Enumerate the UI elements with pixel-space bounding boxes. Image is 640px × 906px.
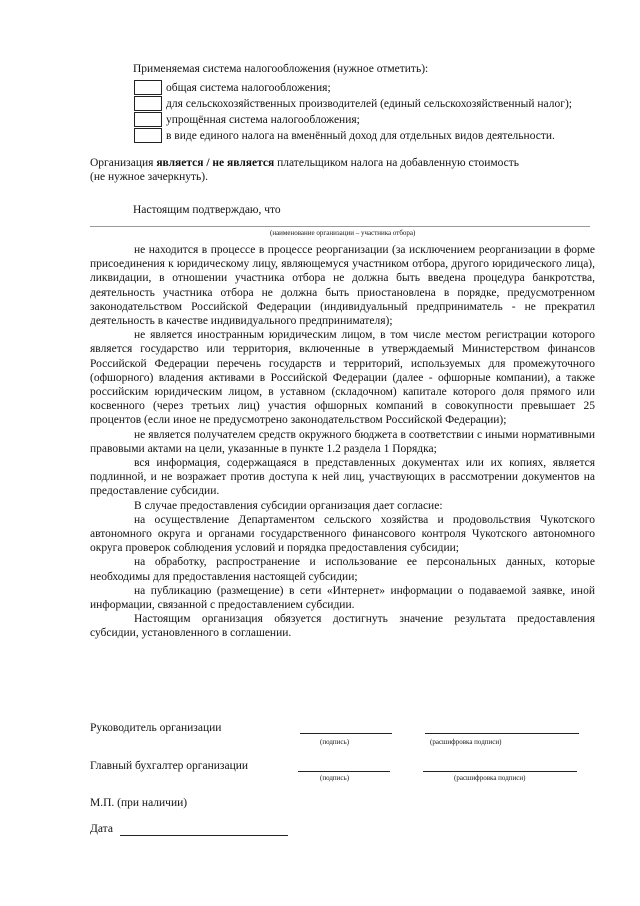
- tax-option-label: в виде единого налога на вменённый доход для отдельных видов деятельности.: [166, 130, 555, 142]
- organization-name-caption: (наименование организации – участника отбора): [270, 229, 416, 237]
- accountant-signature-label: Главный бухгалтер организации: [90, 760, 249, 772]
- confirm-text: Настоящим подтверждаю, что: [133, 204, 281, 216]
- tax-option-checkbox[interactable]: [134, 96, 162, 111]
- head-signature-caption: (подпись): [320, 738, 350, 746]
- declaration-paragraph: на публикацию (размещение) в сети «Интернет» информации о подаваемой заявке, иной информации, связанной с предоставлением субсидии.: [90, 584, 595, 612]
- declaration-paragraph: В случае предоставления субсидии организация дает согласие:: [134, 499, 443, 512]
- accountant-decode-caption: (расшифровка подписи): [454, 774, 526, 782]
- head-decode-caption: (расшифровка подписи): [430, 738, 502, 746]
- vat-prefix: Организация: [90, 157, 157, 169]
- date-field-line[interactable]: [120, 835, 288, 836]
- stamp-place: М.П. (при наличии): [90, 797, 188, 809]
- vat-note: (не нужное зачеркнуть).: [90, 171, 208, 183]
- declaration-paragraph: вся информация, содержащаяся в представленных документах или их копиях, является подлинной, и не возражает против доступа к ней лиц, участвующих в рассмотрении документов на предоставление субсидии.: [90, 457, 595, 498]
- date-label: Дата: [90, 823, 113, 835]
- head-signature-label: Руководитель организации: [90, 722, 222, 734]
- tax-option-label: общая система налогообложения;: [166, 82, 331, 94]
- tax-option-label: для сельскохозяйственных производителей (единый сельскохозяйственный налог);: [166, 98, 572, 110]
- tax-system-heading: Применяемая система налогообложения (нужное отметить):: [133, 63, 429, 75]
- declaration-paragraph: не является получателем средств окружного бюджета в соответствии с иными нормативными правовыми актами на цели, указанные в пункте 1.2 раздела 1 Порядка;: [90, 428, 595, 455]
- tax-option-checkbox[interactable]: [134, 128, 162, 143]
- head-signature-line[interactable]: [300, 733, 392, 734]
- vat-statement: [90, 156, 590, 184]
- tax-option-checkbox[interactable]: [134, 112, 162, 127]
- accountant-decode-line[interactable]: [423, 771, 577, 772]
- tax-option-label: упрощённая система налогообложения;: [166, 114, 360, 126]
- accountant-signature-caption: (подпись): [320, 774, 350, 782]
- declaration-paragraph: не является иностранным юридическим лицом, в том числе местом регистрации которого является государство или территория, включенные в утверждаемый Министерством финансов Российской Федерации перечень государств и территорий, используемых для промежуточного (офшорного) владения активами в Российской Федерации (далее - офшорные компании), а также российским юридическим лицом, в уставном (складочном) капитале которого доля прямого или косвенного (через третьих лиц) участия офшорных компаний в совокупности превышает 25 процентов (если иное не предусмотрено законодательством Российской Федерации);: [90, 329, 595, 427]
- vat-status: является / не является: [156, 157, 275, 169]
- head-decode-line[interactable]: [425, 733, 579, 734]
- vat-suffix: плательщиком налога на добавленную стоимость: [274, 157, 520, 169]
- declaration-paragraph: Настоящим организация обязуется достигнуть значение результата предоставления субсидии, установленного в соглашении.: [90, 613, 595, 640]
- declaration-paragraph: на осуществление Департаментом сельского хозяйства и продовольствия Чукотского автономного округа и органами государственного финансового контроля Чукотского автономного округа проверок соблюдения условий и порядка предоставления субсидии;: [90, 513, 595, 555]
- accountant-signature-line[interactable]: [298, 771, 390, 772]
- tax-option-checkbox[interactable]: [134, 80, 162, 95]
- declaration-body: [90, 243, 595, 641]
- declaration-paragraph: не находится в процессе в процессе реорганизации (за исключением реорганизации в форме присоединения к юридическому лицу, являющемуся участником отбора, другого юридического лица), ликвидации, в отношении участника отбора не должна быть введена процедура банкротства, деятельность участника отбора не должна быть приостановлена в порядке, предусмотренном законодательством Российской Федерации (индивидуальный предприниматель - не прекратил деятельность в качестве индивидуального предпринимателя);: [90, 244, 595, 328]
- declaration-paragraph: на обработку, распространение и использование ее персональных данных, которые необходимы для предоставления настоящей субсидии;: [90, 556, 595, 583]
- organization-name-line[interactable]: [90, 226, 590, 227]
